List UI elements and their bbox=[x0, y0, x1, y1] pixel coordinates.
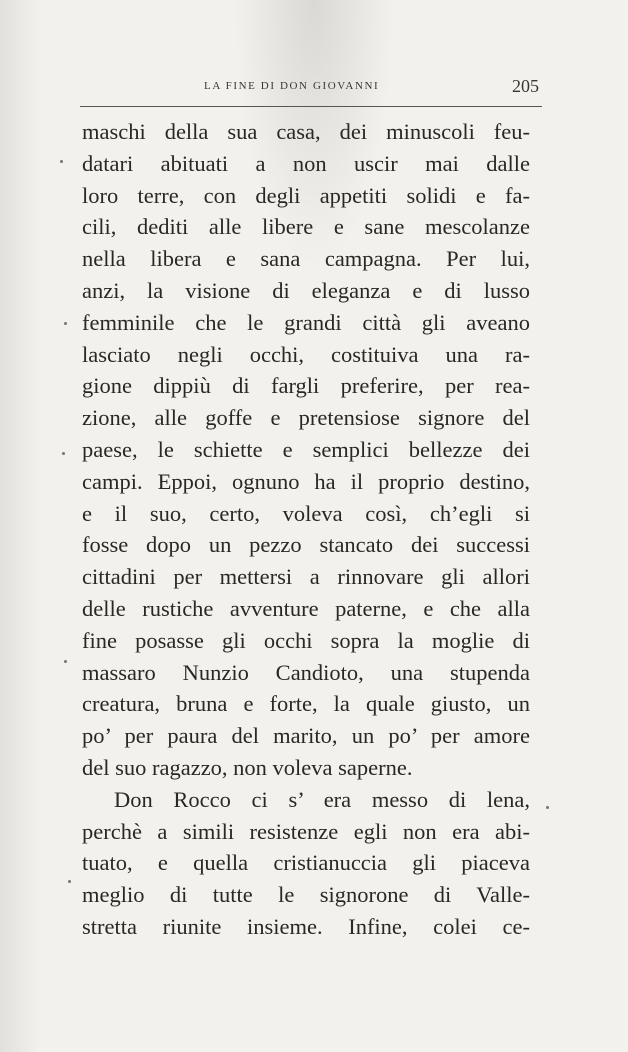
text-line: po’ per paura del marito, un po’ per amore bbox=[82, 723, 530, 749]
text-line: loro terre, con degli appetiti solidi e fa- bbox=[82, 182, 530, 208]
text-line: del suo ragazzo, non voleva saperne. bbox=[82, 754, 413, 780]
text-line: tuato, e quella cristianuccia gli piaceva bbox=[82, 850, 530, 876]
header-rule bbox=[80, 106, 542, 107]
margin-speck bbox=[62, 452, 65, 455]
margin-speck bbox=[546, 806, 549, 809]
text-line: lasciato negli occhi, costituiva una ra- bbox=[82, 341, 530, 367]
text-line: fosse dopo un pezzo stancato dei successi bbox=[82, 532, 530, 558]
text-line: campi. Eppoi, ognuno ha il proprio destino, bbox=[82, 468, 530, 494]
margin-speck bbox=[64, 322, 67, 325]
text-line: perchè a simili resistenze egli non era abi- bbox=[82, 818, 530, 844]
text-line: nella libera e sana campagna. Per lui, bbox=[82, 246, 530, 272]
text-line: femminile che le grandi città gli aveano bbox=[82, 309, 530, 335]
text-line: fine posasse gli occhi sopra la moglie di bbox=[82, 627, 530, 653]
text-line: zione, alle goffe e pretensiose signore del bbox=[82, 405, 530, 431]
text-line: stretta riunite insieme. Infine, colei ce- bbox=[82, 913, 530, 939]
paragraph-2 bbox=[82, 784, 530, 943]
page-header bbox=[80, 74, 545, 100]
text-line: maschi della sua casa, dei minuscoli feu- bbox=[82, 119, 530, 144]
text-line: meglio di tutte le signorone di Valle- bbox=[82, 882, 530, 908]
text-line: e il suo, certo, voleva così, ch’egli si bbox=[82, 500, 530, 526]
text-line: datari abituati a non uscir mai dalle bbox=[82, 150, 530, 176]
paragraph-1 bbox=[82, 116, 530, 784]
text-line: paese, le schiette e semplici bellezze dei bbox=[82, 436, 530, 462]
margin-speck bbox=[60, 160, 63, 163]
text-line: creatura, bruna e forte, la quale giusto, un bbox=[82, 691, 530, 717]
body-text bbox=[82, 116, 530, 943]
page-number: 205 bbox=[512, 76, 539, 96]
margin-speck bbox=[64, 660, 67, 663]
text-line: Don Rocco ci s’ era messo di lena, bbox=[114, 786, 530, 812]
running-title: LA FINE DI DON GIOVANNI bbox=[204, 80, 380, 92]
margin-speck bbox=[68, 880, 71, 883]
text-line: delle rustiche avventure paterne, e che alla bbox=[82, 595, 530, 621]
text-line: massaro Nunzio Candioto, una stupenda bbox=[82, 659, 530, 685]
text-line: cittadini per mettersi a rinnovare gli allori bbox=[82, 564, 530, 590]
text-line: anzi, la visione di eleganza e di lusso bbox=[82, 277, 530, 303]
text-line: cili, dediti alle libere e sane mescolanze bbox=[82, 214, 530, 240]
text-line: gione dippiù di fargli preferire, per rea- bbox=[82, 373, 530, 399]
